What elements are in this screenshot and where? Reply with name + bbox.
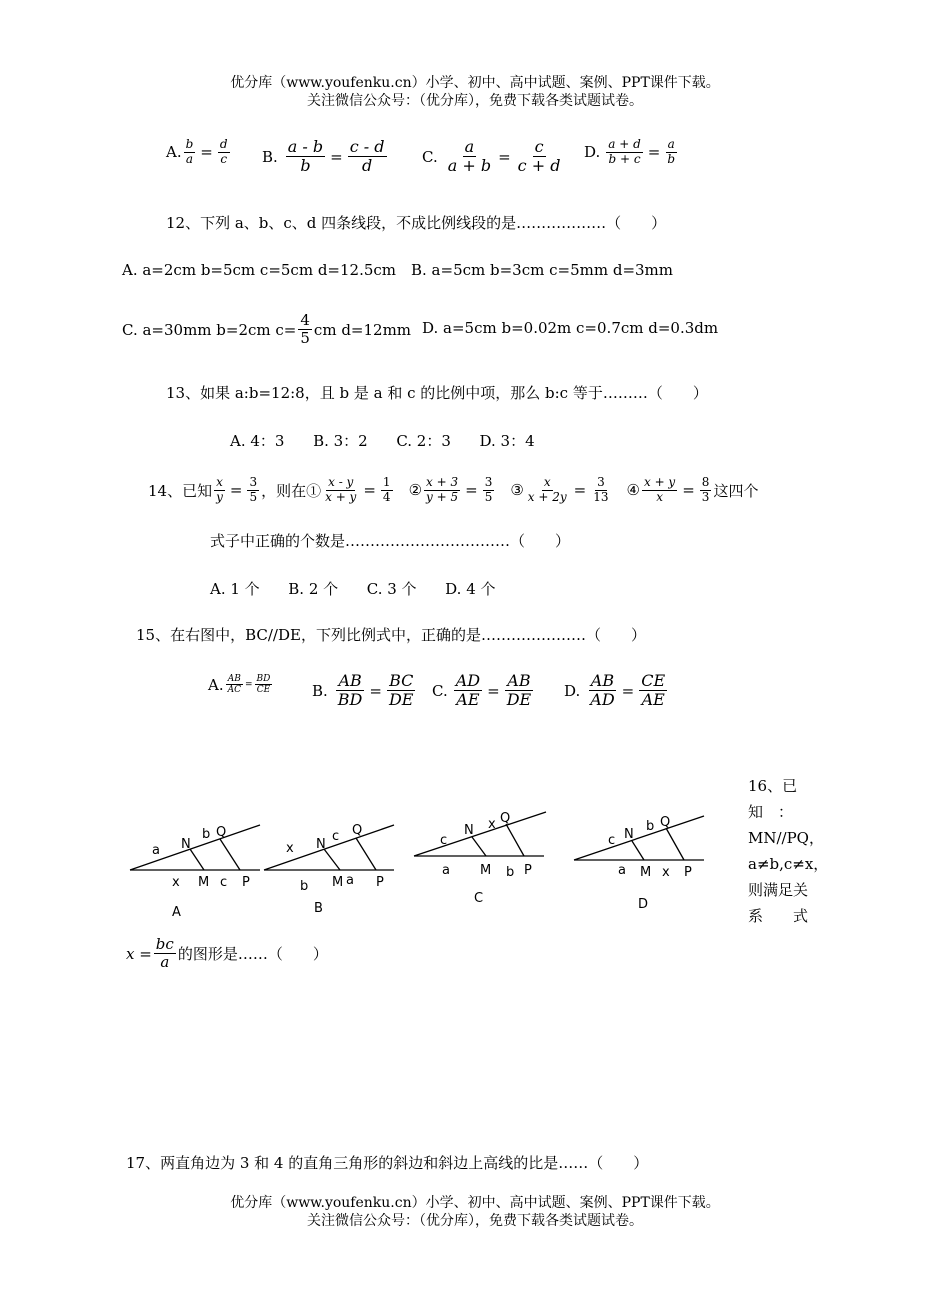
- label-lower-2: M: [640, 865, 652, 880]
- label-upper-2: N: [464, 823, 474, 838]
- label-lower-2: M: [198, 875, 210, 890]
- label-lower-1: x: [172, 875, 180, 890]
- fraction: $\frac{a}{b}$: [667, 137, 676, 166]
- q16-figure-b: [260, 812, 398, 926]
- label-lower-4: P: [376, 875, 384, 890]
- footer-line-2: 关注微信公众号：（优分库），免费下载各类试题试卷。: [307, 1213, 643, 1229]
- fraction: $\frac{d}{c}$: [219, 137, 228, 166]
- label-lower-3: c: [220, 875, 228, 890]
- figure-caption: B: [314, 901, 323, 916]
- label-lower-4: P: [524, 863, 532, 878]
- fraction: $\frac{AB}{BD}$: [337, 671, 363, 710]
- q16-figure-d: [570, 804, 710, 918]
- fraction: $\frac{BD}{CE}$: [256, 674, 271, 696]
- fraction: $\frac{CE}{AE}$: [641, 671, 666, 710]
- q11-option-c: C. $\frac{a}{a + b}$ = $\frac{c}{c + d}$: [422, 137, 561, 176]
- header-line-2: 关注微信公众号：（优分库），免费下载各类试题试卷。: [307, 93, 643, 109]
- q12-option-c: C. a=30mm b=2cm c= $\frac{4}{5}$ cm d=12mm: [122, 311, 412, 348]
- label-lower-4: P: [684, 865, 692, 880]
- fraction: $\frac{AB}{DE}$: [506, 671, 532, 710]
- label-upper-3: c: [332, 829, 340, 844]
- fraction: $\frac{a}{a + b}$: [447, 137, 492, 176]
- q16-formula-line: x = $\frac{bc}{a}$ 的图形是……（ ）: [126, 935, 328, 972]
- label-upper-3: x: [488, 817, 496, 832]
- label-lower-3: a: [346, 873, 354, 888]
- q15-option-c: C. $\frac{AD}{AE}$ = $\frac{AB}{DE}$: [432, 671, 532, 710]
- fraction: $\frac{a + d}{b + c}$: [608, 137, 641, 166]
- fraction: $\frac{3}{5}$: [249, 475, 258, 504]
- fraction: $\frac{AB}{AD}$: [590, 671, 615, 710]
- label-lower-3: b: [506, 865, 515, 880]
- label-lower-1: a: [442, 863, 450, 878]
- q13-stem: 13、如果 a:b=12:8，且 b 是 a 和 c 的比例中项，那么 b:c 等于………（ ）: [166, 384, 708, 402]
- q13-options: A. 4：3 B. 3：2 C. 2：3 D. 3：4: [230, 432, 535, 450]
- fraction: $\frac{x}{x + 2y}$: [527, 475, 567, 504]
- label-upper-1: x: [286, 841, 294, 856]
- fraction: $\frac{3}{5}$: [484, 475, 493, 504]
- fraction: $\frac{AD}{AE}$: [455, 671, 481, 710]
- fraction: $\frac{c - d}{d}$: [349, 137, 385, 176]
- fraction: $\frac{1}{4}$: [382, 475, 391, 504]
- q15-option-b: B. $\frac{AB}{BD}$ = $\frac{BC}{DE}$: [312, 671, 414, 710]
- label-upper-1: c: [608, 833, 616, 848]
- q11-option-a: A. $\frac{b}{a}$ = $\frac{d}{c}$: [166, 137, 228, 166]
- figure-caption: D: [638, 897, 649, 912]
- footer-line-1: 优分库（www.youfenku.cn）小学、初中、高中试题、案例、PPT课件下载。: [230, 1195, 720, 1211]
- q12-option-b: B. a=5cm b=3cm c=5mm d=3mm: [411, 261, 674, 279]
- q15-option-d: D. $\frac{AB}{AD}$ = $\frac{CE}{AE}$: [564, 671, 666, 710]
- fraction: $\frac{BC}{DE}$: [388, 671, 414, 710]
- fraction: $\frac{x - y}{x + y}$: [325, 475, 357, 504]
- label-upper-4: Q: [352, 823, 363, 838]
- q12-option-d: D. a=5cm b=0.02m c=0.7cm d=0.3dm: [422, 319, 719, 337]
- label-lower-1: b: [300, 879, 309, 894]
- q12-stem: 12、下列 a、b、c、d 四条线段，不成比例线段的是………………（ ）: [166, 214, 667, 232]
- fraction: $\frac{4}{5}$: [300, 311, 310, 348]
- q11-option-d: D. $\frac{a + d}{b + c}$ = $\frac{a}{b}$: [584, 137, 676, 166]
- label-upper-4: Q: [216, 825, 227, 840]
- q16-figure-a: [126, 812, 264, 926]
- q11-option-b: B. $\frac{a - b}{b}$ = $\frac{c - d}{d}$: [262, 137, 385, 176]
- fraction: $\frac{AB}{AC}$: [227, 674, 241, 696]
- fraction: $\frac{a - b}{b}$: [287, 137, 324, 176]
- fraction: $\frac{3}{13}$: [593, 475, 609, 504]
- fraction: $\frac{c}{c + d}$: [517, 137, 561, 176]
- label-upper-1: a: [152, 843, 160, 858]
- q16-side-text: 16、已 知 ： MN//PQ， a≠b,c≠x， 则满足关 系 式: [748, 777, 829, 925]
- q17-stem: 17、两直角边为 3 和 4 的直角三角形的斜边和斜边上高线的比是……（ ）: [126, 1154, 649, 1172]
- label-lower-4: P: [242, 875, 250, 890]
- fraction: $\frac{x + y}{x}$: [643, 475, 676, 504]
- label-upper-1: c: [440, 833, 448, 848]
- label-lower-2: M: [480, 863, 492, 878]
- fraction: $\frac{x + 3}{y + 5}$: [426, 475, 459, 504]
- fraction: $\frac{b}{a}$: [185, 137, 194, 166]
- q14-stem-line1: 14、已知 $\frac{x}{y}$ = $\frac{3}{5}$ ，则在① $\frac{x - y}{x + y}$ = $\frac{1}{4}$ ② $\frac{x + 3}{y + 5}$ = $\frac{3}{5}$ ③ $\frac{x}{x + 2y}$ = $\frac{3}{13}$ ④ $\frac{x + y}{x}$ = $\frac{8}{3}$ 这四个: [148, 475, 759, 504]
- figure-caption: A: [172, 905, 181, 920]
- fraction: $\frac{bc}{a}$: [155, 935, 174, 972]
- fraction: $\frac{x}{y}$: [216, 475, 223, 504]
- label-lower-2: M: [332, 875, 344, 890]
- header-line-1: 优分库（www.youfenku.cn）小学、初中、高中试题、案例、PPT课件下载。: [230, 75, 720, 91]
- figure-caption: C: [474, 891, 484, 906]
- label-upper-4: Q: [500, 811, 511, 826]
- label-upper-2: N: [624, 827, 634, 842]
- label-upper-3: b: [646, 819, 655, 834]
- q15-option-a: A. $\frac{AB}{AC}$ = $\frac{BD}{CE}$: [208, 674, 271, 696]
- label-lower-3: x: [662, 865, 670, 880]
- label-upper-2: N: [316, 837, 326, 852]
- fraction: $\frac{8}{3}$: [701, 475, 710, 504]
- label-upper-3: b: [202, 827, 211, 842]
- q16-figure-c: [410, 802, 550, 916]
- q15-stem: 15、在右图中，BC//DE，下列比例式中，正确的是…………………（ ）: [136, 626, 646, 644]
- label-upper-2: N: [181, 837, 191, 852]
- q14-options: A. 1 个 B. 2 个 C. 3 个 D. 4 个: [210, 580, 496, 598]
- q12-option-a: A. a=2cm b=5cm c=5cm d=12.5cm: [122, 261, 397, 279]
- q14-stem-line2: 式子中正确的个数是……………………………（ ）: [210, 532, 571, 550]
- label-upper-4: Q: [660, 815, 671, 830]
- label-lower-1: a: [618, 863, 626, 878]
